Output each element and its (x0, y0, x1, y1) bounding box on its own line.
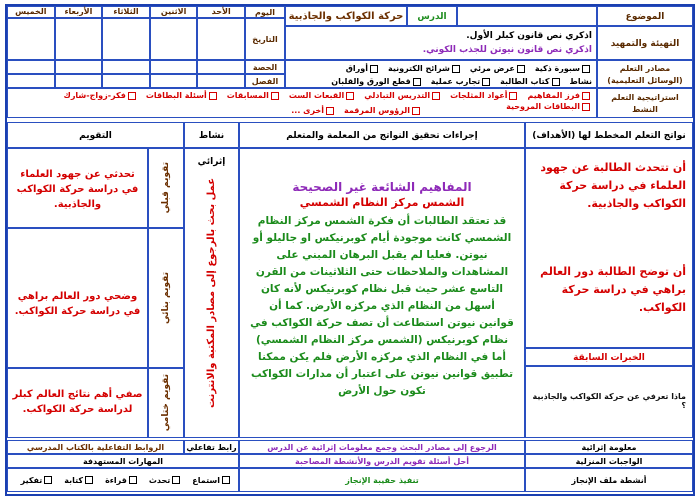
skill-option-label: تفكير (20, 475, 43, 485)
resources-label-line1: مصادر التعلم (619, 64, 671, 73)
pre-eval-label: تقويم قبلي (161, 162, 171, 214)
outcomes-column (525, 148, 693, 348)
checkbox-icon[interactable] (452, 65, 460, 73)
enrichment-text: عمل بحث بالرجوع إلى مصادر المكتبة والانترنت (205, 177, 217, 409)
intro-line1: اذكري نص قانون كبلر الأول. (466, 31, 592, 41)
formative-eval-text: وضحي دور العالم براهي في دراسة حركة الكواكب. (7, 228, 148, 368)
formative-eval-label-cell (148, 228, 184, 368)
date-cell[interactable] (150, 18, 198, 60)
skill-option[interactable] (192, 476, 232, 485)
strategy-option-label: أخرى ... (291, 106, 324, 115)
prior-knowledge-text: ماذا تعرفي عن حركة الكواكب والجاذبية ؟ (525, 366, 693, 438)
resources-activity-label: نشاط (569, 77, 592, 86)
strategy-option[interactable] (291, 106, 336, 115)
strategies-options (7, 88, 597, 118)
homework-label: الواجبات المنزلية (525, 454, 693, 468)
checkbox-icon[interactable] (44, 476, 52, 484)
enrichment-column (184, 148, 239, 438)
goal-1: أن تتحدث الطالبة عن جهود العلماء في دراسة حركة الكواكب والجاذبية. (540, 161, 686, 210)
column-header-procedures: إجراءات تحقيق النواتج من المعلمة والمتعلم (239, 122, 525, 148)
strategy-option[interactable] (450, 91, 519, 100)
strategy-option[interactable] (364, 91, 442, 100)
skills-label: المهارات المستهدفة (7, 454, 239, 468)
date-cell[interactable] (197, 18, 245, 60)
intro-line2: اذكري نص قانون نيوتن للجذب الكوني. (422, 45, 592, 55)
resource-option-label: شرائح الكترونية (387, 64, 450, 73)
skill-option-label: كتابة (64, 475, 84, 485)
checkbox-icon[interactable] (509, 92, 517, 100)
resource-option[interactable] (500, 77, 561, 86)
checkbox-icon[interactable] (413, 78, 421, 86)
strategy-option[interactable] (527, 91, 592, 100)
strategy-option-label: فرز المفاهيم (527, 91, 580, 100)
date-cell[interactable] (102, 18, 150, 60)
checkbox-icon[interactable] (222, 476, 230, 484)
strategy-option-label: البطاقات المروحية (506, 102, 580, 111)
resources-options (285, 60, 597, 88)
lesson-title (285, 6, 407, 26)
pre-eval-text: تحدثي عن جهود العلماء في دراسة حركة الكواكب والجاذبية. (7, 148, 148, 228)
strategy-option[interactable] (506, 102, 592, 111)
strategy-option[interactable] (344, 106, 422, 115)
interactive-link-text[interactable]: الروابط التفاعلية بالكتاب المدرسي (7, 440, 184, 454)
resource-option[interactable] (535, 64, 592, 73)
skill-option[interactable] (149, 476, 182, 485)
date-cell[interactable] (7, 18, 55, 60)
checkbox-icon[interactable] (209, 92, 217, 100)
strategies-label-line1: استراتيجية التعلم (611, 93, 679, 102)
homework-text: أحل أسئلة تقويم الدرس والأنشطة المصاحبة (239, 454, 525, 468)
interactive-link-label: رابط تفاعلي (184, 440, 239, 454)
checkbox-icon[interactable] (517, 65, 525, 73)
strategy-option-label: الرؤوس المرقمة (343, 106, 410, 115)
pre-eval-label-cell (148, 148, 184, 228)
class-cell[interactable] (7, 74, 55, 88)
period-cell[interactable] (150, 60, 198, 74)
strategy-option[interactable] (63, 91, 137, 100)
strategy-option-label: المسابقات (226, 91, 269, 100)
procedures-column (239, 148, 525, 438)
strategy-option-label: أسئلة البطاقات (145, 91, 207, 100)
class-cell[interactable] (197, 74, 245, 88)
resource-option[interactable] (346, 64, 380, 73)
day-tue: الثلاثاء (102, 6, 150, 18)
skill-option[interactable] (21, 476, 55, 485)
prior-knowledge-label: الخبرات السابقة (525, 348, 693, 366)
checkbox-icon[interactable] (582, 65, 590, 73)
intro-label: التهيئة والتمهيد (597, 26, 693, 60)
checkbox-icon[interactable] (129, 476, 137, 484)
resource-option-label: قطع الورق والقلبان (331, 77, 411, 86)
period-cell[interactable] (55, 60, 103, 74)
skill-option-label: قراءة (105, 475, 127, 485)
checkbox-icon[interactable] (482, 78, 490, 86)
checkbox-icon[interactable] (172, 476, 180, 484)
strategy-option-label: فكر-زواج-شارك (63, 91, 126, 100)
resources-row2 (290, 75, 592, 88)
strategy-option[interactable] (289, 91, 356, 100)
checkbox-icon[interactable] (552, 78, 560, 86)
period-cell[interactable] (7, 60, 55, 74)
class-cell[interactable] (55, 74, 103, 88)
resource-option-label: أوراق (345, 64, 368, 73)
checkbox-icon[interactable] (326, 107, 334, 115)
days-header (7, 6, 245, 18)
skills-options (7, 468, 239, 492)
checkbox-icon[interactable] (370, 65, 378, 73)
date-grid (7, 18, 245, 60)
portfolio-label: أنشطة ملف الإنجاز (525, 468, 693, 492)
resource-option[interactable] (470, 64, 527, 73)
enrichment-info-text: الرجوع إلى مصادر البحث وجمع معلومات إثرائية عن الدرس (239, 440, 525, 454)
period-cell[interactable] (102, 60, 150, 74)
skill-option[interactable] (64, 476, 95, 485)
column-header-outcomes: نواتج التعلم المخطط لها (الأهداف) (525, 122, 693, 148)
subject-value[interactable] (457, 6, 597, 26)
strategies-label-line2: النشط (632, 105, 658, 114)
resource-option[interactable] (388, 64, 462, 73)
period-cell[interactable] (197, 60, 245, 74)
checkbox-icon[interactable] (271, 92, 279, 100)
resource-option[interactable] (431, 77, 492, 86)
misconception-body: قد تعتقد الطالبات أن فكرة الشمس مركز النظام الشمسي كانت موجودة أيام كوبرنيكس او جاليلو أو نيوتن. فعليا لم يقبل البرهان المبني على المشاهدات والملاحظات حتى الثلاثينات من القرن التاسع عشر حيث قبل نظام كوبرنيكس لأنه كان أسهل من النظام الذي مركزه الأرض. كما أن قوانين نيوتن استطاعت أن تصف حركة الكواكب في نظام كوبرنيكس (الشمس مركز النظام الشمسي) أما في النظام الذي مركزه الأرض فلم يكن ممكنا تطبيق قوانين نيوتن على اعتبار أن مدارات الكواكب تكون حول الأرض (250, 215, 514, 397)
skill-option[interactable] (105, 476, 139, 485)
class-cell[interactable] (150, 74, 198, 88)
day-thu: الخميس (7, 6, 55, 18)
checkbox-icon[interactable] (346, 92, 354, 100)
lesson-title-text: حركة الكواكب والجاذبية (288, 11, 404, 22)
subject-label: الموضوع (597, 6, 693, 26)
day-sun: الأحد (197, 6, 245, 18)
strategies-row2 (12, 104, 592, 117)
strategy-option-label: التدريس التبادلي (364, 91, 431, 100)
day-label: اليوم (245, 6, 285, 18)
strategy-option[interactable] (227, 91, 281, 100)
strategy-option[interactable] (146, 91, 219, 100)
checkbox-icon[interactable] (85, 476, 93, 484)
strategy-option-label: القبعات الست (288, 91, 345, 100)
resource-option-label: تجارب عملية (430, 77, 481, 86)
period-label: الحصة (245, 60, 285, 74)
resource-option-label: سبورة ذكية (534, 64, 580, 73)
misconception-subtitle: الشمس مركز النظام الشمسي (299, 196, 465, 209)
goal-2: أن توضح الطالبة دور العالم براهي في دراسة حركة الكواكب. (540, 265, 686, 314)
checkbox-icon[interactable] (582, 92, 590, 100)
lesson-label: الدرس (407, 6, 457, 26)
resource-option[interactable] (331, 77, 422, 86)
class-grid (7, 74, 245, 88)
strategy-option-label: أعواد المثلجات (450, 91, 508, 100)
skill-option-label: استماع (192, 475, 220, 485)
final-eval-label: تقويم ختامي (161, 374, 171, 432)
checkbox-icon[interactable] (412, 107, 420, 115)
checkbox-icon[interactable] (128, 92, 136, 100)
strategies-label (597, 88, 693, 118)
formative-eval-label: تقويم بنائي (161, 272, 171, 324)
enrichment-info-label: معلومة إثرائية (525, 440, 693, 454)
column-header-evaluation: التقويم (7, 122, 184, 148)
resource-option-label: كتاب الطالبة (500, 77, 550, 86)
date-cell[interactable] (55, 18, 103, 60)
misconceptions-title: المفاهيم الشائعة غير الصحيحة (292, 180, 472, 194)
resource-option-label: عرض مرئي (469, 64, 515, 73)
skill-option-label: تحدث (148, 475, 171, 485)
day-wed: الأربعاء (55, 6, 103, 18)
class-cell[interactable] (102, 74, 150, 88)
class-label: الفصل (245, 74, 285, 88)
period-grid (7, 60, 245, 74)
resources-row1 (290, 62, 592, 75)
checkbox-icon[interactable] (582, 103, 590, 111)
portfolio-text: تنفيذ حقيبة الإنجاز (239, 468, 525, 492)
checkbox-icon[interactable] (432, 92, 440, 100)
resources-label (597, 60, 693, 88)
column-header-enrichment: نشاط إثرائي (184, 122, 239, 148)
day-mon: الاثنين (150, 6, 198, 18)
intro-content (285, 26, 597, 60)
final-eval-label-cell (148, 368, 184, 438)
final-eval-text: صفي أهم نتائج العالم كبلر لدراسة حركة الكواكب. (7, 368, 148, 438)
resources-label-line2: (الوسائل التعليمية) (607, 76, 683, 85)
date-label: التاريخ (245, 18, 285, 60)
